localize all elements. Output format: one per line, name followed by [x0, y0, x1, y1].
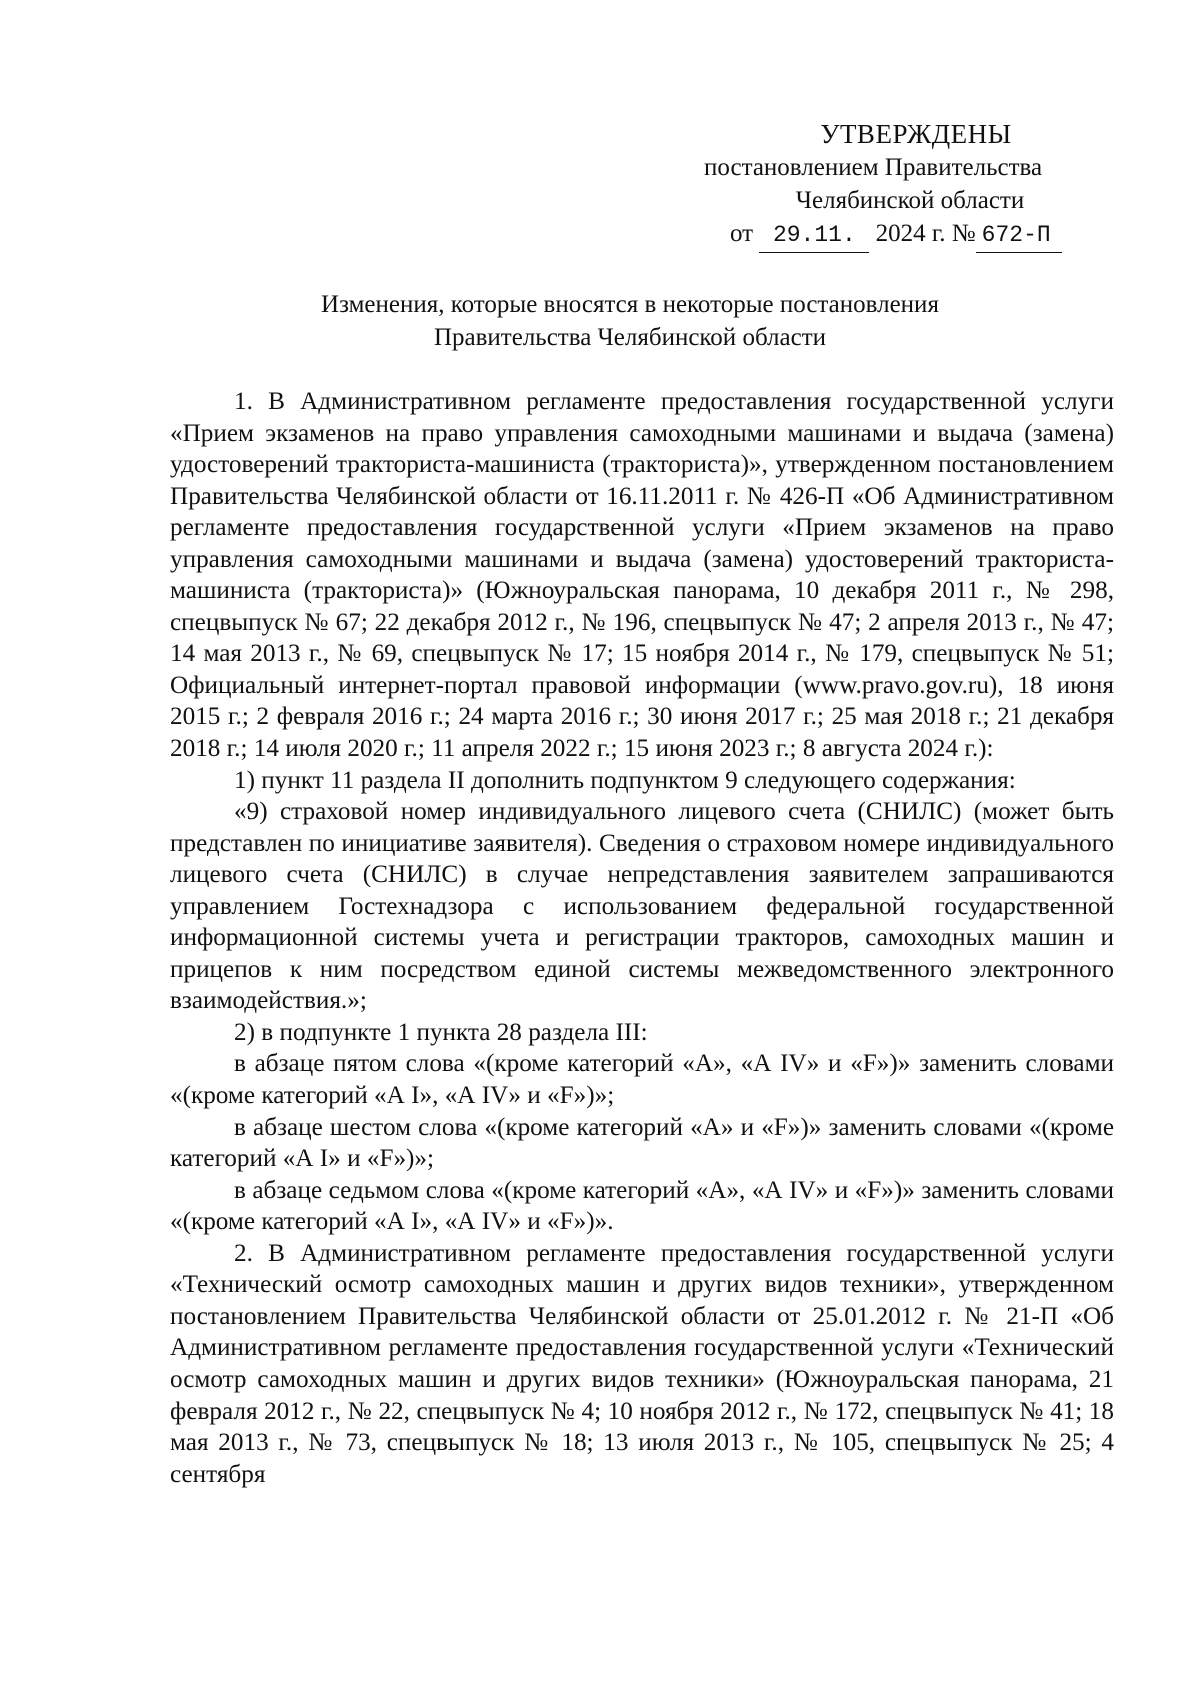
document-title: [170, 288, 1090, 354]
approval-line-1: постановлением Правительства: [704, 154, 1043, 181]
approval-line-2: Челябинской области: [795, 187, 1025, 214]
document-body: [170, 386, 1114, 1490]
approval-year: 2024 г. №: [875, 220, 976, 247]
approval-stamp: [700, 118, 1120, 253]
paragraph-7: в абзаце седьмом слова «(кроме категорий «А», «А IV» и «F»)» заменить словами «(кроме категорий «А I», «А IV» и «F»)».: [170, 1176, 1114, 1236]
paragraph-4: 2) в подпункте 1 пункта 28 раздела III:: [234, 1018, 648, 1046]
approval-number: 672-П: [976, 219, 1062, 253]
paragraph-6: в абзаце шестом слова «(кроме категорий «А» и «F»)» заменить словами «(кроме категорий «А I» и «F»)»;: [170, 1113, 1114, 1173]
date-prefix: от: [730, 220, 754, 247]
document-title-line-1: Изменения, которые вносятся в некоторые постановления: [321, 291, 939, 318]
document-title-line-2: Правительства Челябинской области: [433, 324, 827, 351]
paragraph-5: в абзаце пятом слова «(кроме категорий «А», «А IV» и «F»)» заменить словами «(кроме категорий «А I», «А IV» и «F»)»;: [170, 1050, 1114, 1110]
paragraph-8: 2. В Административном регламенте предоставления государственной услуги «Технический осмотр самоходных машин и других видов техники», утвержденном постановлением Правительства Челябинской области от 25.01.2012 г. № 21-П «Об Административном регламенте предоставления государственной услуги «Технический осмотр самоходных машин и других видов техники» (Южноуральская панорама, 21 февраля 2012 г., № 22, спецвыпуск № 4; 10 ноября 2012 г., № 172, спецвыпуск № 41; 18 мая 2013 г., № 73, спецвыпуск № 18; 13 июля 2013 г., № 105, спецвыпуск № 25; 4 сентября: [170, 1239, 1114, 1488]
approval-date-line: [700, 217, 1120, 253]
paragraph-1: 1. В Административном регламенте предоставления государственной услуги «Прием экзаменов на право управления самоходными машинами и выдача (замена) удостоверений тракториста-машиниста (тракториста)», утвержденном постановлением Правительства Челябинской области от 16.11.2011 г. № 426-П «Об Административном регламенте предоставления государственной услуги «Прием экзаменов на право управления самоходными машинами и выдача (замена) удостоверений тракториста-машиниста (тракториста)» (Южноуральская панорама, 10 декабря 2011 г., № 298, спецвыпуск № 67; 22 декабря 2012 г., № 196, спецвыпуск № 47; 2 апреля 2013 г., № 47; 14 мая 2013 г., № 69, спецвыпуск № 17; 15 ноября 2014 г., № 179, спецвыпуск № 51; Официальный интернет-портал правовой информации (www.pravo.gov.ru), 18 июня 2015 г.; 2 февраля 2016 г.; 24 марта 2016 г.; 30 июня 2017 г.; 25 мая 2018 г.; 21 декабря 2018 г.; 14 июля 2020 г.; 11 апреля 2022 г.; 15 июня 2023 г.; 8 августа 2024 г.):: [170, 388, 1114, 763]
approval-title: УТВЕРЖДЕНЫ: [820, 119, 1012, 149]
paragraph-2: 1) пункт 11 раздела II дополнить подпунктом 9 следующего содержания:: [234, 766, 1016, 794]
approval-date: 29.11.: [759, 219, 869, 253]
paragraph-3: «9) страховой номер индивидуального лицевого счета (СНИЛС) (может быть представлен по инициативе заявителя). Сведения о страховом номере индивидуального лицевого счета (СНИЛС) в случае непредставления заявителем запрашиваются управлением Гостехнадзора с использованием федеральной государственной информационной системы учета и регистрации тракторов, самоходных машин и прицепов к ним посредством единой системы межведомственного электронного взаимодействия.»;: [170, 798, 1114, 1015]
